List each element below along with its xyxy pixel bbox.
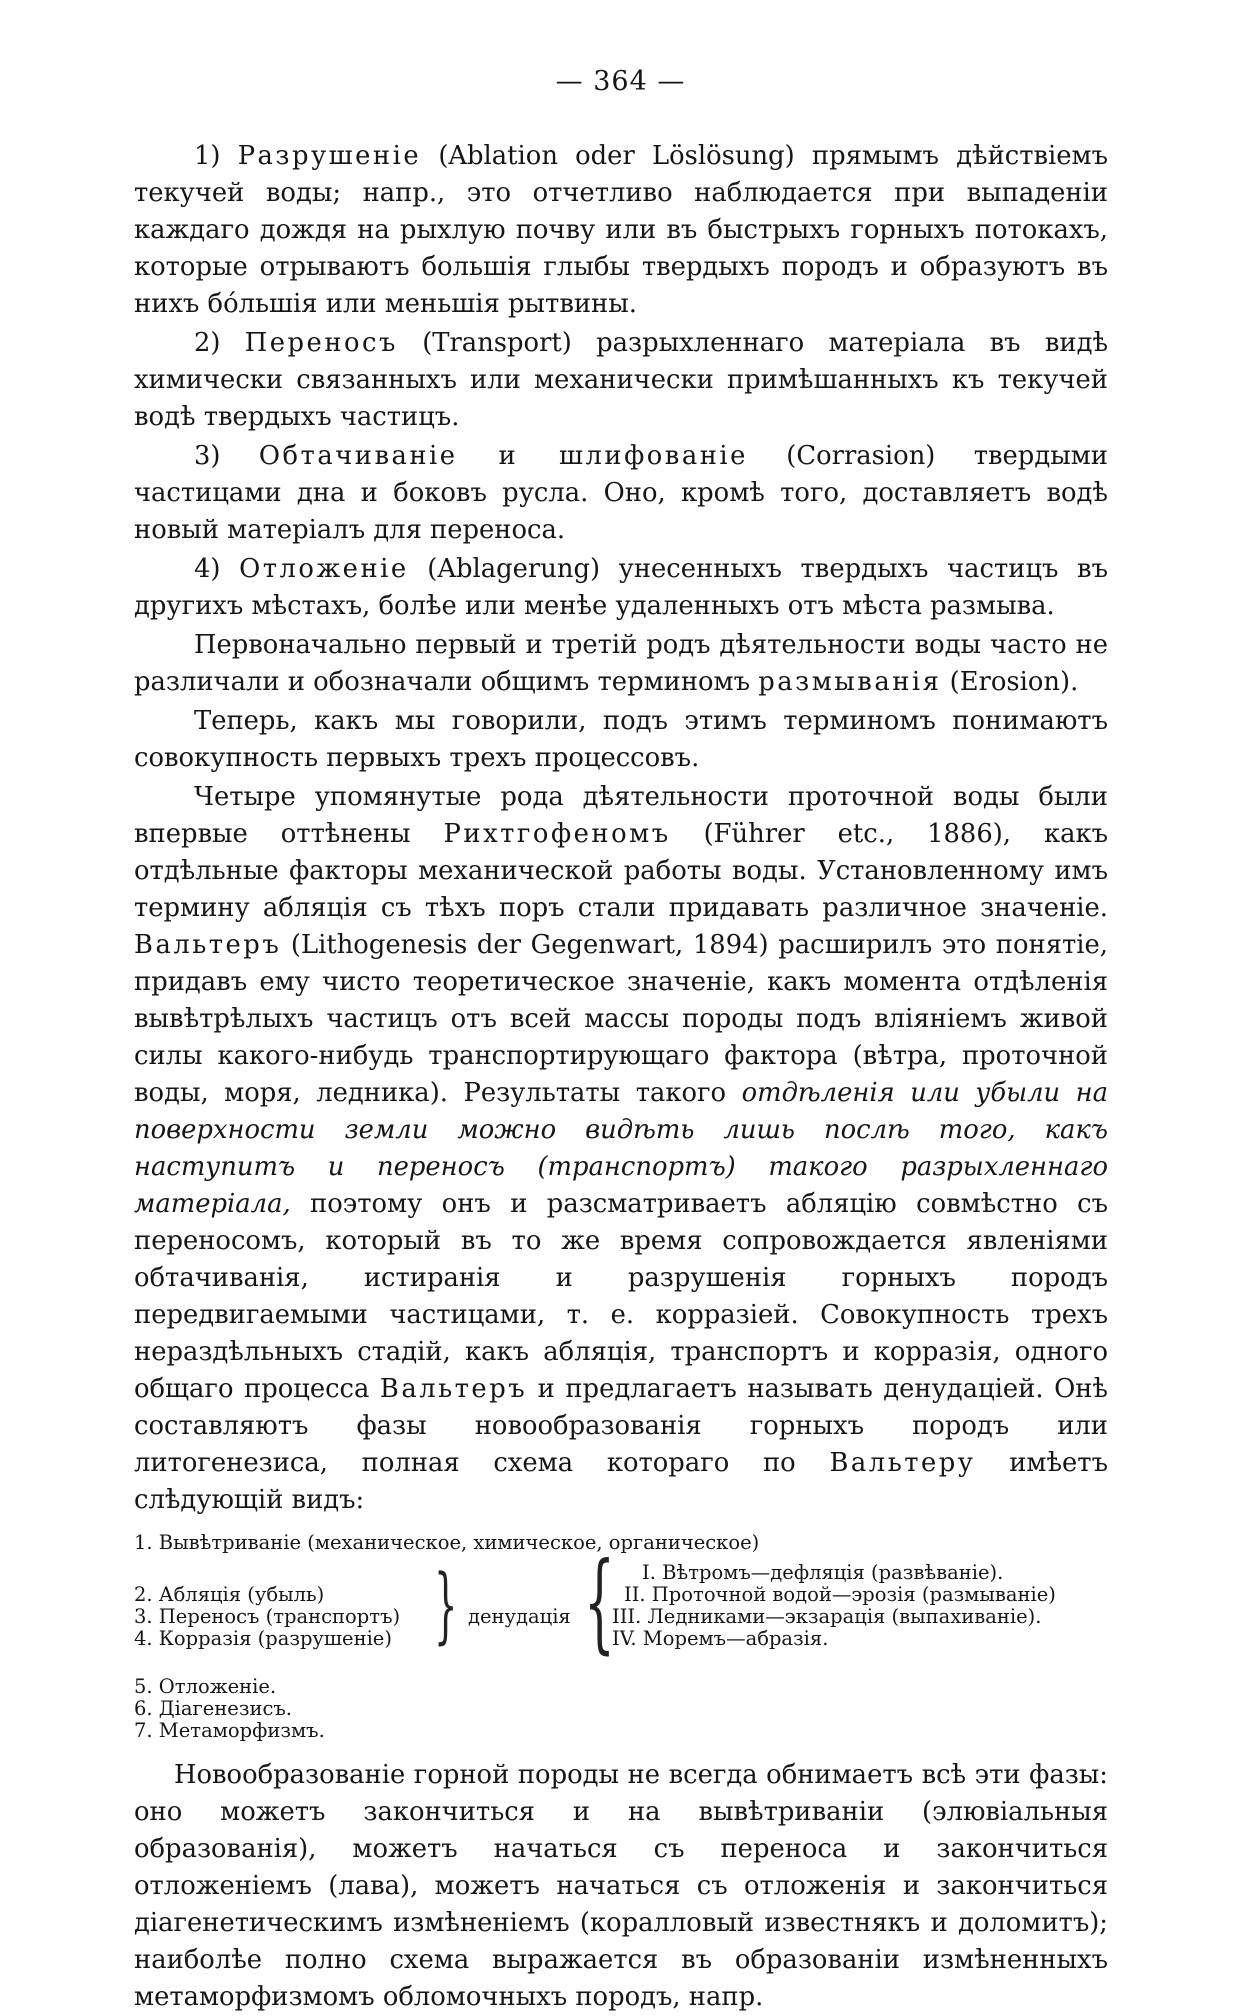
scheme-group-denudation: денудація xyxy=(468,1605,571,1628)
author-walther-2: Вальтеръ xyxy=(379,1374,528,1404)
item-2-text: (Transport) разрыхленнаго матеріала въ видѣ химически связанныхъ или механически примѣшанныхъ къ текучей водѣ твердыхъ частицъ. xyxy=(134,328,1109,432)
author-walther-3: Вальтеру xyxy=(829,1448,976,1478)
page-number: — 364 — xyxy=(555,66,686,97)
scheme-step-2: 2. Абляція (убыль) xyxy=(134,1583,325,1606)
four-italic: отдѣленія или убыли на поверхности земли можно видѣть лишь послѣ того, какъ наступитъ и переносъ (транспортъ) такого разрыхленнаго матеріала, xyxy=(134,1078,1108,1219)
item-4 xyxy=(134,551,1108,625)
paragraph-final: Новообразованіе горной породы не всегда обнимаетъ всѣ эти фазы: оно можетъ закончиться и на вывѣтриваніи (элювіальныя образованія), можетъ начаться съ переноса и закончиться отложеніемъ (лава), можетъ начаться съ отложенія и закончиться діагенетическимъ измѣненіемъ (коралловый известнякъ и доломитъ); наиболѣе полно схема выражается въ образованіи измѣненныхъ метаморфизмомъ обломочныхъ породъ, напр. xyxy=(134,1760,1108,2012)
closing-brace: } xyxy=(434,1558,458,1653)
item-2-number: 2) xyxy=(194,328,221,358)
item-3 xyxy=(134,438,1108,549)
scheme-agent-3: III. Ледниками—экзарація (выпахиваніе). xyxy=(612,1605,1042,1628)
item-2 xyxy=(134,325,1108,436)
four-text-b: (Führer etc., 1886), какъ отдѣльные факторы механической работы воды. Установленному имъ термину абляція съ тѣхъ поръ стали придавать различное значеніе. xyxy=(134,819,1108,923)
item-1-text: (Ablation oder Löslösung) прямымъ дѣйствіемъ текучей воды; напр., это отчетливо наблюдается при выпаденіи каждаго дождя на рыхлую почву или въ быстрыхъ горныхъ потокахъ, которые отрываютъ большія глыбы твердыхъ породъ и образуютъ въ нихъ бóльшія или меньшія рытвины. xyxy=(134,141,1109,319)
author-richthofen: Рихтгофеномъ xyxy=(443,819,671,849)
scheme-step-6: 6. Діагенезисъ. xyxy=(134,1697,292,1720)
item-2-term: Переносъ xyxy=(244,328,398,358)
scheme-step-7: 7. Метаморфизмъ. xyxy=(134,1719,325,1742)
scheme-agent-1: I. Вѣтромъ—дефляція (развѣваніе). xyxy=(642,1561,1004,1584)
lithogenesis-scheme xyxy=(134,1525,1108,1757)
scheme-step-3: 3. Переносъ (транспортъ) xyxy=(134,1605,401,1628)
opening-brace: { xyxy=(584,1540,615,1665)
four-text-c: (Lithogenesis der Gegenwart, 1894) расширилъ это понятіе, придавъ ему чисто теоретическое значеніе, какъ момента отдѣленія вывѣтрѣлыхъ частицъ отъ всей массы породы подъ вліяніемъ живой силы какого-нибудь транспортирующаго фактора (вѣтра, проточной воды, моря, ледника). Результаты такого xyxy=(134,930,1108,1108)
scheme-agent-4: IV. Моремъ—абразія. xyxy=(612,1627,829,1650)
item-4-number: 4) xyxy=(194,554,221,584)
four-text-a: Четыре упомянутые рода дѣятельности проточной воды были впервые оттѣнены xyxy=(134,782,1108,849)
item-4-term: Отложеніе xyxy=(239,554,409,584)
scheme-step-4: 4. Корразія (разрушеніе) xyxy=(134,1627,392,1650)
scheme-agent-2: II. Проточной водой—эрозія (размываніе) xyxy=(624,1583,1056,1606)
four-text-e: и предлагаетъ называть денудаціей. Онѣ составляютъ фазы новообразованія горныхъ породъ или литогенезиса, полная схема котораго по xyxy=(134,1374,1108,1478)
item-1-term: Разрушеніе xyxy=(237,141,422,171)
paragraph-four-kinds xyxy=(134,779,1108,1519)
item-1 xyxy=(134,138,1108,323)
paragraph-now: Теперь, какъ мы говорили, подъ этимъ терминомъ понимаютъ совокупность первыхъ трехъ процессовъ. xyxy=(134,706,1108,773)
four-text-d: поэтому онъ и разсматриваетъ абляцію совмѣстно съ переносомъ, который въ то же время сопровождается явленіями обтачиванія, истиранія и разрушенія горныхъ породъ передвигаемыми частицами, т. е. корразіей. Совокупность трехъ нераздѣльныхъ стадій, какъ абляція, транспортъ и корразія, одного общаго процесса xyxy=(134,1189,1108,1404)
author-walther: Вальтеръ xyxy=(134,930,282,960)
four-text-f: имѣетъ слѣдующій видъ: xyxy=(134,1448,1108,1515)
paragraph-erosion xyxy=(134,627,1108,701)
item-4-text: (Ablagerung) унесенныхъ твердыхъ частицъ въ другихъ мѣстахъ, болѣе или менѣе удаленныхъ отъ мѣста размыва. xyxy=(134,554,1108,621)
erosion-term: размыванія xyxy=(758,667,942,697)
scheme-step-1: 1. Вывѣтриваніе (механическое, химическое, органическое) xyxy=(134,1531,760,1554)
page-body xyxy=(134,138,1108,2016)
item-3-number: 3) xyxy=(194,441,221,471)
erosion-text: Первоначально первый и третій родъ дѣятельности воды часто не различали и обозначали общимъ терминомъ xyxy=(134,630,1108,697)
item-3-term: Обтачиваніе и шлифованіе xyxy=(258,441,748,471)
item-1-number: 1) xyxy=(194,141,221,171)
erosion-tail: (Erosion). xyxy=(941,667,1079,697)
item-3-text: (Corrasion) твердыми частицами дна и боковъ русла. Оно, кромѣ того, доставляетъ водѣ новый матеріалъ для переноса. xyxy=(134,441,1108,545)
scheme-step-5: 5. Отложеніе. xyxy=(134,1675,277,1698)
